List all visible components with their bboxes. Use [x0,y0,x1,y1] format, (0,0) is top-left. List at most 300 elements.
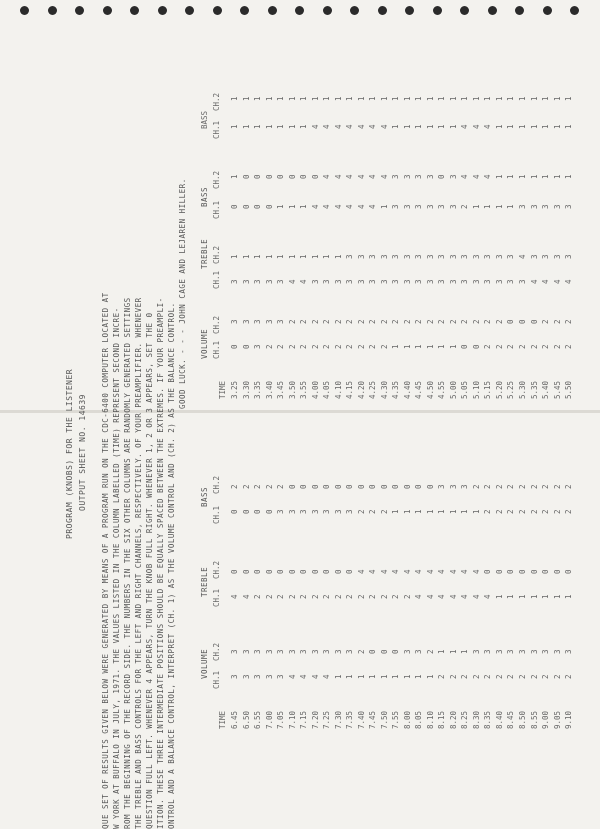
right-cell: 3 [333,649,343,654]
right-cell: 0 [564,569,574,574]
left-cell: 1 [230,174,239,179]
right-cell: 0 [506,569,516,574]
right-cell: 2 [518,484,527,489]
left-cell: 1 [276,204,286,209]
left-cell: 1 [564,174,574,179]
left-cell: 2 [483,319,493,324]
left-cell: 4 [379,174,389,179]
left-cell: 2 [310,319,320,324]
right-cell: 2 [506,509,516,514]
left-cell: 1 [483,204,493,209]
partial-cell: 1 [402,124,412,129]
right-cell: 1 [460,509,470,514]
left-vol-ch1-header: CH.1 [212,340,221,359]
left-cell: 3 [391,174,401,179]
right-cell: 3 [241,674,251,679]
right-cell: 2 [310,594,320,599]
right-cell: 7.45 [368,710,378,729]
right-cell: 7.40 [356,710,366,729]
left-cell: 5.15 [483,380,493,399]
right-cell: 0 [230,509,239,514]
right-cell: 4 [483,594,493,599]
right-cell: 3 [299,509,309,514]
right-cell: 3 [253,649,263,654]
left-cell: 5.45 [552,380,562,399]
left-cell: 3 [391,279,401,284]
right-cell: 1 [460,649,470,654]
right-cell: 0 [322,484,332,489]
right-cell: 0 [253,509,263,514]
right-cell: 2 [425,649,435,654]
left-cell: 4.40 [402,380,412,399]
right-vol-ch1-header: CH.1 [212,670,221,689]
right-cell: 3 [529,649,539,654]
right-cell: 8.55 [529,710,539,729]
right-cell: 7.20 [310,710,320,729]
left-cell: 3.25 [230,380,239,399]
partial-cell: 4 [471,124,481,129]
right-tre-ch2-header: CH.2 [212,560,221,579]
left-cell: 3 [253,279,263,284]
left-cell: 3 [345,279,355,284]
left-cell: 3 [414,204,424,209]
right-cell: 4 [448,569,458,574]
partial-cell: 1 [460,96,470,101]
left-cell: 0 [471,344,481,349]
right-cell: 4 [437,594,447,599]
left-cell: 2 [379,344,389,349]
partial-cell: 1 [471,96,481,101]
left-cell: 1 [253,254,263,259]
right-cell: 4 [241,594,251,599]
left-cell: 4 [333,204,343,209]
right-cell: 2 [494,509,504,514]
right-cell: 3 [494,649,504,654]
left-cell: 5.35 [529,380,539,399]
left-cell: 1 [506,204,516,209]
right-cell: 3 [333,509,343,514]
right-cell: 3 [345,509,355,514]
left-cell: 3 [414,174,424,179]
right-cell: 4 [460,569,470,574]
right-cell: 4 [310,674,320,679]
left-cell: 3 [494,254,504,259]
left-cell: 1 [299,254,309,259]
left-cell: 3 [460,279,470,284]
right-cell: 1 [402,674,412,679]
left-cell: 3 [518,204,527,209]
left-cell: 1 [541,174,551,179]
left-cell: 0 [506,319,516,324]
left-cell: 2 [356,319,366,324]
right-cell: 8.30 [471,710,481,729]
right-cell: 2 [552,674,562,679]
right-cell: 6.45 [230,710,239,729]
right-bass-ch2-header: CH.2 [212,475,221,494]
right-cell: 7.10 [287,710,297,729]
right-cell: 2 [483,509,493,514]
left-cell: 3 [448,204,458,209]
partial-cell: 1 [414,124,424,129]
right-cell: 3 [276,649,286,654]
right-cell: 7.55 [391,710,401,729]
right-cell: 2 [379,509,389,514]
left-cell: 3 [379,254,389,259]
right-cell: 2 [460,674,470,679]
left-cell: 1 [264,254,274,259]
left-cell: 2 [414,319,424,324]
left-cell: 3.55 [299,380,309,399]
right-cell: 1 [506,594,516,599]
left-cell: 4 [564,279,574,284]
right-cell: 2 [437,674,447,679]
partial-cell: 1 [425,96,435,101]
left-cell: 3 [506,279,516,284]
left-cell: 2 [483,344,493,349]
left-cell: 3 [391,204,401,209]
left-cell: 3 [471,279,481,284]
partial-cell: 1 [230,124,239,129]
right-cell: 0 [333,569,343,574]
right-cell: 9.05 [552,710,562,729]
left-cell: 3 [402,279,412,284]
left-cell: 3.35 [253,380,263,399]
right-cell: 2 [518,674,527,679]
left-cell: 4 [368,204,378,209]
partial-cell: 1 [276,96,286,101]
left-cell: 3 [471,254,481,259]
right-cell: 9.00 [541,710,551,729]
left-cell: 2 [425,319,435,324]
left-cell: 1 [471,204,481,209]
left-cell: 2 [391,319,401,324]
right-cell: 3 [402,649,412,654]
left-cell: 5.50 [564,380,574,399]
left-cell: 3 [529,204,539,209]
right-cell: 7.05 [276,710,286,729]
right-cell: 1 [391,674,401,679]
right-cell: 1 [448,649,458,654]
left-cell: 0 [310,174,320,179]
partial-cell: 1 [518,96,527,101]
partial-cell: 1 [437,124,447,129]
left-cell: 1 [333,254,343,259]
left-cell: 3 [276,279,286,284]
right-cell: 4 [356,569,366,574]
right-cell: 3 [276,509,286,514]
left-cell: 0 [241,204,251,209]
right-cell: 8.15 [437,710,447,729]
right-cell: 2 [494,484,504,489]
left-cell: 2 [506,344,516,349]
right-cell: 8.50 [518,710,527,729]
left-cell: 3 [518,279,527,284]
partial-cell: 1 [506,124,516,129]
right-cell: 3 [310,509,320,514]
left-cell: 2 [379,319,389,324]
right-cell: 1 [529,594,539,599]
left-cell: 2 [541,319,551,324]
right-cell: 8.35 [483,710,493,729]
right-cell: 1 [448,509,458,514]
partial-ch2-header: CH.2 [212,92,221,111]
right-cell: 1 [541,594,551,599]
partial-cell: 4 [333,124,343,129]
partial-cell: 1 [253,96,263,101]
right-cell: 0 [345,484,355,489]
left-cell: 3.50 [287,380,297,399]
left-cell: 4 [529,279,539,284]
partial-cell: 1 [529,96,539,101]
right-cell: 0 [310,484,320,489]
left-cell: 5.10 [471,380,481,399]
right-cell: 3 [541,649,551,654]
left-cell: 0 [529,319,539,324]
partial-cell: 1 [287,124,297,129]
right-cell: 0 [345,569,355,574]
left-cell: 4 [460,174,470,179]
partial-cell: 1 [564,124,574,129]
left-cell: 3 [529,254,539,259]
right-cell: 2 [356,509,366,514]
left-cell: 3 [241,279,251,284]
left-cell: 3 [425,254,435,259]
paragraph-line: ONTROL AND A BALANCE CONTROL, INTERPRET (CH. 1) AS THE VOLUME CONTROL AND (CH. 2) AS THE BALANCE CONTROL. [167,302,176,829]
right-cell: 4 [322,674,332,679]
right-cell: 2 [529,509,539,514]
partial-cell: 1 [437,96,447,101]
right-cell: 4 [414,569,424,574]
left-cell: 3 [264,319,274,324]
left-cell: 4.35 [391,380,401,399]
right-cell: 3 [448,484,458,489]
left-cell: 3 [402,254,412,259]
right-cell: 3 [310,649,320,654]
right-cell: 2 [564,674,574,679]
left-cell: 3 [541,204,551,209]
right-cell: 3 [518,649,527,654]
right-cell: 1 [391,509,401,514]
right-cell: 3 [230,674,239,679]
left-cell: 2 [356,344,366,349]
partial-cell: 1 [253,124,263,129]
partial-bass-header: BASS [200,110,209,129]
right-cell: 3 [322,509,332,514]
right-cell: 0 [299,569,309,574]
right-cell: 4 [287,674,297,679]
right-cell: 2 [518,509,527,514]
right-cell: 1 [414,674,424,679]
left-cell: 4 [333,174,343,179]
left-cell: 3 [276,319,286,324]
right-cell: 0 [299,484,309,489]
left-cell: 3 [368,279,378,284]
partial-cell: 1 [276,124,286,129]
partial-cell: 1 [506,96,516,101]
partial-cell: 1 [494,124,504,129]
left-cell: 5.40 [541,380,551,399]
left-vol-ch2-header: CH.2 [212,315,221,334]
partial-cell: 1 [541,96,551,101]
left-cell: 2 [287,319,297,324]
right-cell: 8.40 [494,710,504,729]
left-cell: 4 [287,279,297,284]
partial-cell: 1 [299,124,309,129]
right-tre-ch1-header: CH.1 [212,588,221,607]
left-cell: 3.40 [264,380,274,399]
left-tre-ch2-header: CH.2 [212,245,221,264]
left-cell: 3 [230,279,239,284]
left-cell: 3 [448,254,458,259]
left-cell: 3 [356,254,366,259]
left-cell: 3 [552,204,562,209]
left-cell: 3 [253,319,263,324]
right-cell: 7.00 [264,710,274,729]
left-cell: 4.15 [345,380,355,399]
partial-cell: 4 [322,124,332,129]
right-cell: 2 [333,594,343,599]
left-cell: 2 [310,344,320,349]
right-cell: 0 [287,484,297,489]
left-cell: 1 [529,174,539,179]
left-cell: 0 [241,344,251,349]
right-cell: 1 [564,594,574,599]
partial-cell: 1 [356,96,366,101]
right-cell: 1 [414,509,424,514]
right-cell: 3 [483,649,493,654]
right-cell: 2 [253,484,263,489]
partial-cell: 1 [379,96,389,101]
right-cell: 2 [506,674,516,679]
left-cell: 2 [333,319,343,324]
right-cell: 2 [299,594,309,599]
left-cell: 2 [494,344,504,349]
right-cell: 3 [437,484,447,489]
left-cell: 4.55 [437,380,447,399]
right-cell: 4 [425,569,435,574]
partial-cell: 1 [494,96,504,101]
left-cell: 3 [264,279,274,284]
left-cell: 4.30 [379,380,389,399]
left-cell: 1 [437,344,447,349]
right-cell: 0 [483,569,493,574]
right-cell: 4 [391,569,401,574]
right-treble-header: TREBLE [200,566,209,597]
left-cell: 2 [345,344,355,349]
right-cell: 0 [368,484,378,489]
left-cell: 3.30 [241,380,251,399]
left-cell: 1 [241,254,251,259]
left-cell: 4.20 [356,380,366,399]
left-cell: 3 [494,279,504,284]
right-cell: 0 [322,569,332,574]
right-cell: 2 [276,594,286,599]
left-cell: 0 [287,174,297,179]
right-cell: 1 [552,594,562,599]
partial-cell: 1 [448,124,458,129]
left-cell: 2 [564,319,574,324]
left-cell: 3 [437,204,447,209]
right-cell: 4 [471,569,481,574]
left-cell: 0 [230,204,239,209]
left-cell: 5.05 [460,380,470,399]
right-cell: 0 [276,569,286,574]
partial-ch1-header: CH.1 [212,120,221,139]
left-cell: 0 [241,174,251,179]
left-cell: 3 [333,279,343,284]
partial-cell: 1 [448,96,458,101]
left-cell: 3 [253,344,263,349]
right-cell: 2 [345,594,355,599]
left-cell: 2 [333,344,343,349]
left-cell: 4 [322,204,332,209]
left-cell: 1 [506,174,516,179]
right-cell: 2 [230,484,239,489]
left-cell: 4 [368,174,378,179]
right-cell: 3 [564,649,574,654]
left-cell: 4 [518,254,527,259]
left-cell: 1 [494,174,504,179]
right-cell: 2 [541,509,551,514]
right-cell: 2 [402,594,412,599]
left-cell: 2 [287,344,297,349]
right-cell: 4 [368,569,378,574]
right-cell: 2 [564,509,574,514]
left-cell: 2 [460,204,470,209]
right-cell: 4 [437,569,447,574]
left-cell: 3 [552,254,562,259]
left-cell: 0 [230,344,239,349]
left-cell: 2 [448,319,458,324]
left-cell: 3 [437,254,447,259]
partial-cell: 4 [483,124,493,129]
left-cell: 0 [253,174,263,179]
left-cell: 4 [345,174,355,179]
left-cell: 3 [506,254,516,259]
left-cell: 4.10 [333,380,343,399]
right-cell: 2 [287,594,297,599]
left-cell: 2 [368,344,378,349]
paragraph-line: THE TREBLE AND BASS CONTROLS FOR THE LEFT AND RIGHT CHANNELS, RESPECTIVELY. OF YOUR PREAMPLIFIER. WHENEVER [134,297,143,829]
left-cell: 2 [518,344,527,349]
right-cell: 2 [552,484,562,489]
right-cell: 8.25 [460,710,470,729]
partial-cell: 1 [518,124,527,129]
paragraph-line: QUESTION FULL LEFT. WHENEVER 4 APPEARS, TURN THE KNOB FULL RIGHT. WHENEVER 1, 2 OR 3 APPEARS, SET THE 0 [145,312,154,829]
right-cell: 0 [264,569,274,574]
right-cell: 2 [356,594,366,599]
left-cell: 0 [518,319,527,324]
right-cell: 4 [379,569,389,574]
partial-cell: 1 [425,124,435,129]
left-cell: 4 [356,174,366,179]
right-bass-ch1-header: CH.1 [212,505,221,524]
left-cell: 2 [402,319,412,324]
left-cell: 1 [414,344,424,349]
right-cell: 2 [506,484,516,489]
left-cell: 2 [541,344,551,349]
left-cell: 5.00 [448,380,458,399]
left-cell: 4.00 [310,380,320,399]
right-cell: 3 [345,649,355,654]
right-cell: 7.30 [333,710,343,729]
right-cell: 3 [230,649,239,654]
right-cell: 1 [345,674,355,679]
right-cell: 0 [414,484,424,489]
left-cell: 1 [322,254,332,259]
right-cell: 4 [414,594,424,599]
left-cell: 2 [552,344,562,349]
